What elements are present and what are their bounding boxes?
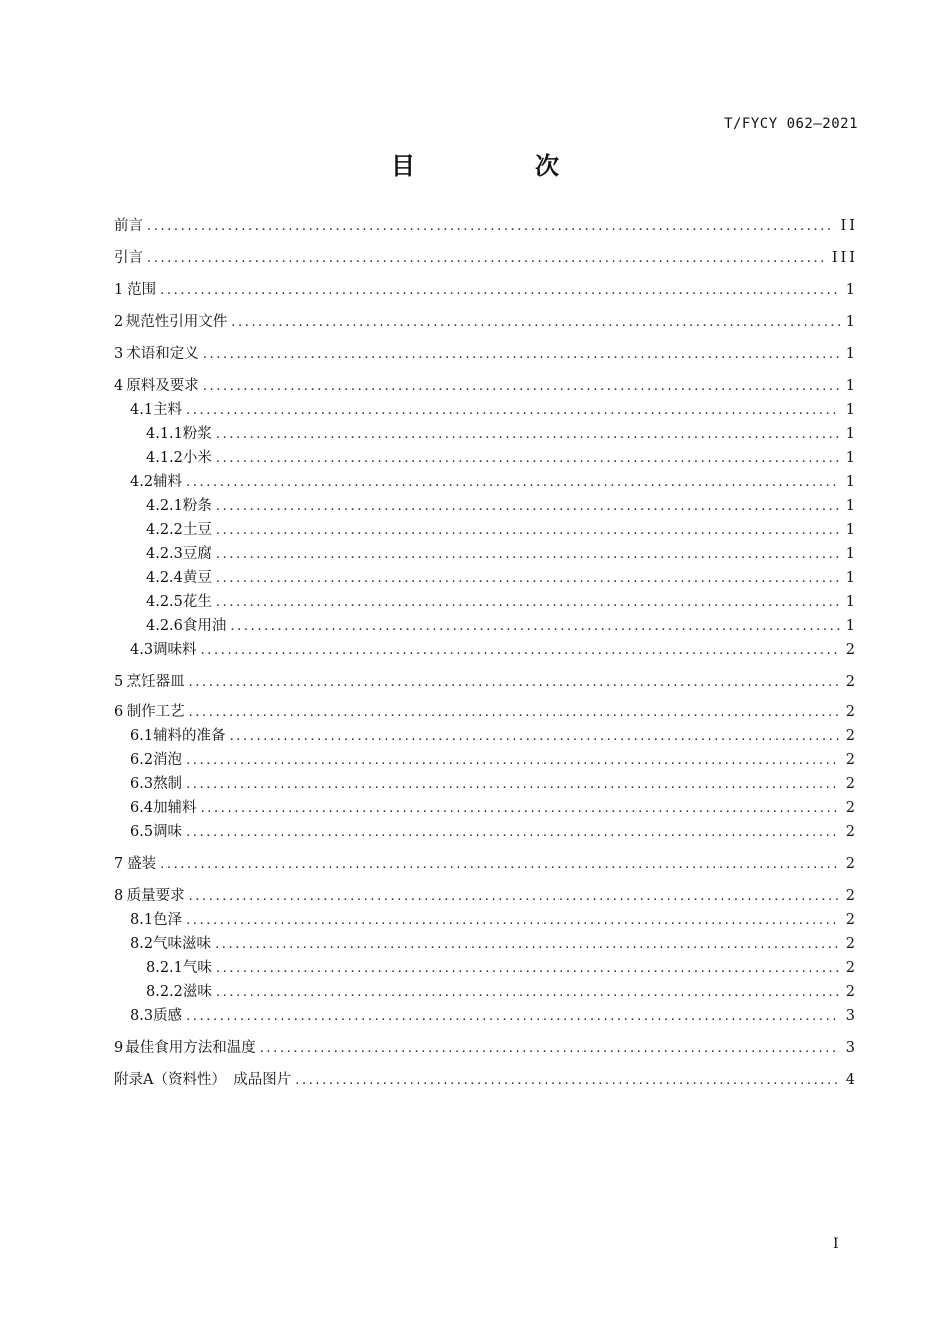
dot-leader	[216, 425, 840, 445]
toc-entry-number: 4.2.6	[146, 618, 183, 634]
toc-entry-page: 2	[845, 856, 858, 872]
toc-entry[interactable]	[114, 496, 858, 516]
toc-entry-page: 1	[845, 522, 858, 538]
toc-entry-page: 1	[845, 570, 858, 586]
toc-entry[interactable]	[114, 592, 858, 612]
toc-entry-label: 规范性引用文件	[125, 314, 228, 330]
toc-entry[interactable]	[114, 640, 858, 660]
dot-leader	[189, 703, 840, 723]
toc-entry-page: 3	[845, 1008, 858, 1024]
toc-entry-page: 2	[845, 752, 858, 768]
toc-entry-page: 3	[845, 1040, 858, 1056]
dot-leader	[160, 281, 840, 301]
toc-entry-label: 附录A（资料性） 成品图片	[114, 1072, 292, 1088]
toc-entry-page: 2	[845, 824, 858, 840]
toc-entry-label: 引言	[114, 250, 143, 266]
dot-leader	[230, 617, 839, 637]
dot-leader	[203, 345, 840, 365]
dot-leader	[215, 935, 840, 955]
toc-entry-number: 4	[114, 378, 124, 394]
toc-entry-label: 范围	[127, 282, 157, 298]
toc-entry-label: 黄豆	[182, 570, 212, 586]
dot-leader	[186, 751, 840, 771]
toc-entry-page: 2	[845, 674, 858, 690]
dot-leader	[160, 855, 840, 875]
dot-leader	[216, 521, 840, 541]
toc-entry-number: 7	[114, 856, 124, 872]
toc-entry-number: 8.2	[130, 936, 154, 952]
dot-leader	[231, 313, 840, 333]
toc-entry[interactable]	[114, 344, 858, 364]
toc-entry-label: 制作工艺	[126, 704, 185, 720]
toc-entry-label: 滋味	[182, 984, 212, 1000]
toc-entry-page: II	[840, 218, 858, 234]
toc-entry-page: 4	[845, 1072, 858, 1088]
toc-entry[interactable]	[114, 672, 858, 692]
dot-leader	[295, 1071, 840, 1091]
toc-entry-page: 1	[845, 378, 858, 394]
dot-leader	[186, 473, 840, 493]
toc-entry-number: 4.2	[130, 474, 154, 490]
toc-entry-page: 1	[845, 402, 858, 418]
toc-entry-page: 1	[845, 618, 858, 634]
toc-entry-label: 质量要求	[126, 888, 185, 904]
dot-leader	[260, 1039, 840, 1059]
toc-entry[interactable]	[114, 280, 858, 300]
toc-entry-label: 花生	[182, 594, 212, 610]
toc-entry[interactable]	[114, 520, 858, 540]
toc-entry-page: 2	[845, 704, 858, 720]
toc-entry[interactable]	[114, 934, 858, 954]
toc-entry-label: 熬制	[153, 776, 183, 792]
toc-entry-label: 前言	[114, 218, 143, 234]
toc-entry-page: 1	[845, 450, 858, 466]
toc-entry-number: 2	[114, 314, 124, 330]
dot-leader	[216, 569, 840, 589]
dot-leader	[186, 911, 840, 931]
toc-entry-page: 2	[845, 960, 858, 976]
dot-leader	[189, 887, 840, 907]
toc-entry-number: 9	[114, 1040, 124, 1056]
toc-entry-number: 3	[114, 346, 124, 362]
toc-entry-number: 4.3	[130, 642, 154, 658]
toc-entry-label: 主料	[153, 402, 183, 418]
toc-entry-page: 2	[845, 912, 858, 928]
toc-entry-number: 1	[114, 282, 124, 298]
toc-entry-label: 烹饪器皿	[126, 674, 185, 690]
dot-leader	[230, 727, 840, 747]
dot-leader	[201, 799, 840, 819]
toc-entry-number: 6.1	[130, 728, 154, 744]
toc-entry[interactable]	[114, 544, 858, 564]
toc-entry-page: 1	[845, 314, 858, 330]
dot-leader	[216, 593, 840, 613]
toc-entry-label: 加辅料	[153, 800, 197, 816]
dot-leader	[147, 249, 826, 269]
toc-entry-label: 粉条	[182, 498, 212, 514]
toc-entry[interactable]	[114, 750, 858, 770]
toc-entry-number: 4.2.3	[146, 546, 183, 562]
toc-entry-label: 粉浆	[182, 426, 212, 442]
toc-entry-label: 豆腐	[182, 546, 212, 562]
dot-leader	[216, 959, 840, 979]
toc-entry[interactable]	[114, 726, 858, 746]
toc-entry[interactable]	[114, 822, 858, 842]
toc-entry[interactable]	[114, 886, 858, 906]
dot-leader	[147, 217, 835, 237]
toc-entry-page: 1	[845, 474, 858, 490]
toc-entry-page: 2	[845, 888, 858, 904]
toc-entry-number: 6.3	[130, 776, 154, 792]
toc-entry[interactable]	[114, 472, 858, 492]
toc-entry[interactable]	[114, 910, 858, 930]
toc-entry[interactable]	[114, 568, 858, 588]
toc-entry-label: 调味	[153, 824, 183, 840]
toc-entry[interactable]	[114, 400, 858, 420]
toc-entry-label: 辅料	[153, 474, 183, 490]
toc-entry-label: 原料及要求	[126, 378, 199, 394]
toc-entry-number: 4.1	[130, 402, 154, 418]
toc-entry-page: 2	[845, 776, 858, 792]
toc-entry[interactable]	[114, 774, 858, 794]
dot-leader	[201, 641, 840, 661]
toc-entry-number: 6.5	[130, 824, 154, 840]
toc-entry-number: 8.3	[130, 1008, 154, 1024]
toc-entry[interactable]	[114, 248, 858, 268]
page-title: 目 次	[391, 152, 607, 180]
page-number: I	[833, 1236, 839, 1252]
toc-entry[interactable]	[114, 376, 858, 396]
toc-entry-label: 消泡	[153, 752, 183, 768]
toc-entry-number: 6	[114, 704, 124, 720]
dot-leader	[186, 823, 840, 843]
toc-entry-label: 食用油	[182, 618, 227, 634]
toc-entry-label: 调味料	[153, 642, 197, 658]
toc-entry[interactable]	[114, 616, 858, 636]
toc-entry-label: 色泽	[153, 912, 183, 928]
toc-entry[interactable]	[114, 216, 858, 236]
toc-entry-page: 1	[845, 594, 858, 610]
toc-entry[interactable]	[114, 1006, 858, 1026]
toc-entry-label: 小米	[182, 450, 212, 466]
toc-entry-number: 6.4	[130, 800, 154, 816]
toc-entry-page: 1	[845, 546, 858, 562]
toc-entry-number: 4.2.4	[146, 570, 183, 586]
dot-leader	[216, 545, 840, 565]
toc-entry-label: 质感	[153, 1008, 183, 1024]
toc-entry-label: 术语和定义	[126, 346, 199, 362]
toc-entry-number: 6.2	[130, 752, 154, 768]
toc-entry[interactable]	[114, 702, 858, 722]
toc-entry-number: 4.2.2	[146, 522, 183, 538]
toc-entry-number: 4.1.1	[146, 426, 183, 442]
toc-entry-label: 辅料的准备	[153, 728, 226, 744]
toc-entry-page: 2	[845, 984, 858, 1000]
toc-entry[interactable]	[114, 982, 858, 1002]
toc-entry-label: 最佳食用方法和温度	[125, 1040, 256, 1056]
toc-entry-label: 盛装	[127, 856, 157, 872]
toc-entry-number: 8.2.2	[146, 984, 183, 1000]
dot-leader	[186, 401, 840, 421]
dot-leader	[216, 497, 840, 517]
toc-entry-number: 8	[114, 888, 124, 904]
toc-entry-page: 1	[845, 282, 858, 298]
toc-entry-number: 8.1	[130, 912, 154, 928]
toc-entry[interactable]	[114, 312, 858, 332]
toc-entry-number: 4.2.5	[146, 594, 183, 610]
toc-entry-page: 2	[845, 800, 858, 816]
dot-leader	[203, 377, 840, 397]
toc-entry-page: 2	[845, 728, 858, 744]
toc-entry-page: 1	[845, 426, 858, 442]
toc-entry-page: 2	[845, 642, 858, 658]
toc-entry[interactable]	[114, 798, 858, 818]
toc-entry-page: III	[831, 250, 858, 266]
toc-entry-page: 1	[845, 498, 858, 514]
standard-code: T/FYCY 062—2021	[724, 116, 858, 132]
toc-entry-number: 5	[114, 674, 124, 690]
toc-entry[interactable]	[114, 1038, 858, 1058]
toc-entry[interactable]	[114, 424, 858, 444]
toc-entry-number: 8.2.1	[146, 960, 183, 976]
toc-entry[interactable]	[114, 958, 858, 978]
toc-entry-label: 气味	[182, 960, 212, 976]
toc-entry-label: 土豆	[182, 522, 212, 538]
toc-entry-page: 1	[845, 346, 858, 362]
toc-entry[interactable]	[114, 1070, 858, 1090]
dot-leader	[216, 449, 840, 469]
dot-leader	[189, 673, 840, 693]
toc-entry-page: 2	[845, 936, 858, 952]
toc-entry[interactable]	[114, 854, 858, 874]
toc-entry-label: 气味滋味	[153, 936, 212, 952]
dot-leader	[216, 983, 840, 1003]
toc-entry-number: 4.1.2	[146, 450, 183, 466]
toc-entry-number: 4.2.1	[146, 498, 183, 514]
toc-entry[interactable]	[114, 448, 858, 468]
dot-leader	[186, 775, 840, 795]
dot-leader	[186, 1007, 840, 1027]
